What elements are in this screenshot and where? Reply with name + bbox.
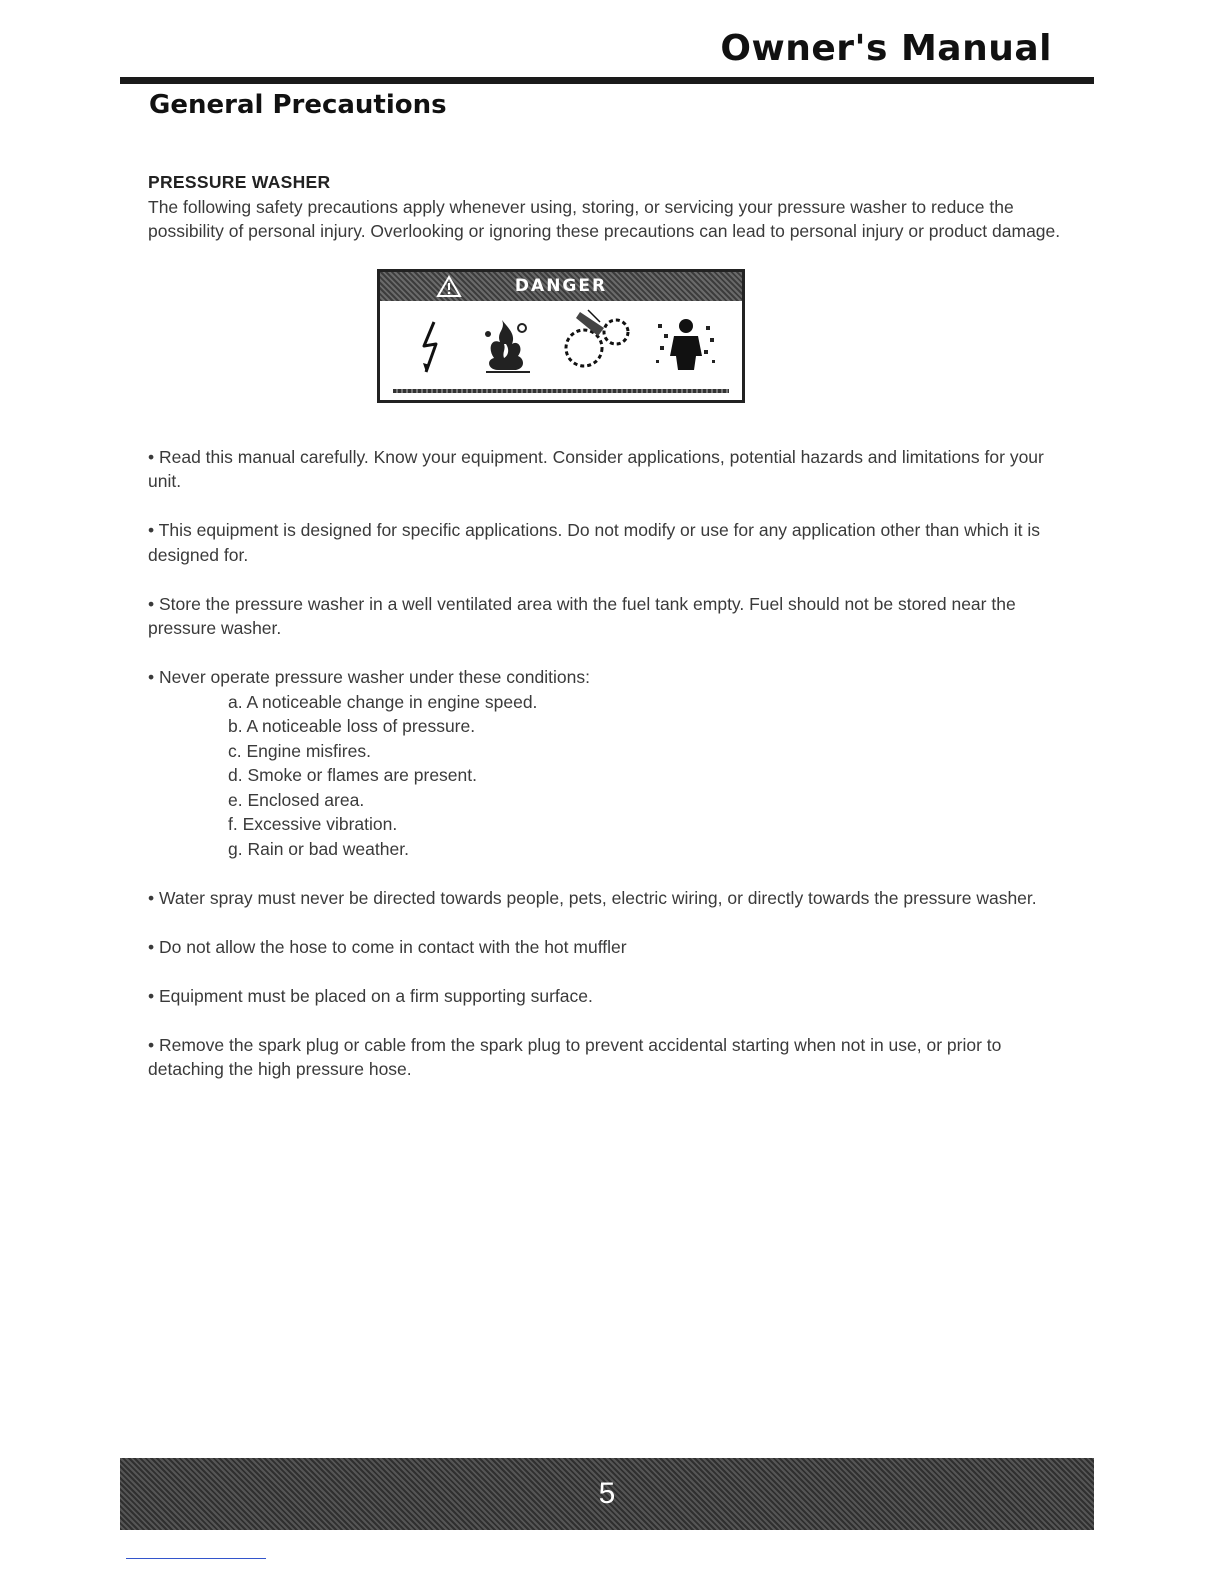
footer-bar <box>120 1458 1094 1530</box>
danger-label-graphic <box>377 269 745 403</box>
intro-paragraph: The following safety precautions apply whenever using, storing, or servicing your pressure washer to reduce the possibility of personal injury. Overlooking or ignoring these precautions can lead to personal injury or product damage. <box>148 196 1061 241</box>
condition-item: f. Excessive vibration. <box>228 814 398 834</box>
conditions-list <box>148 690 1078 862</box>
subheading: PRESSURE WASHER <box>148 172 331 192</box>
toxic-fumes-icon <box>654 316 718 372</box>
warning-triangle-icon <box>436 275 462 298</box>
list-item-text: • Never operate pressure washer under these conditions: <box>148 667 590 687</box>
condition-item: c. Engine misfires. <box>228 740 371 761</box>
precautions-list <box>148 445 1078 1082</box>
list-item: • This equipment is designed for specific applications. Do not modify or use for any application other than which it is designed for. <box>148 520 1040 565</box>
bottom-rule <box>126 1558 266 1559</box>
list-item: • Remove the spark plug or cable from the spark plug to prevent accidental starting when not in use, or prior to detaching the high pressure hose. <box>148 1034 1002 1079</box>
list-item <box>148 665 1078 861</box>
list-item: • Do not allow the hose to come in contact with the hot muffler <box>148 936 627 957</box>
document-title: Owner's Manual <box>720 28 1052 69</box>
list-item: • Read this manual carefully. Know your equipment. Consider applications, potential hazards and limitations for your unit. <box>148 446 1044 491</box>
list-item: • Water spray must never be directed towards people, pets, electric wiring, or directly towards the pressure washer. <box>148 887 1037 908</box>
electric-shock-icon <box>418 320 444 374</box>
section-title: General Precautions <box>149 90 447 120</box>
page-content <box>148 170 1078 1106</box>
hazard-icons <box>380 308 742 382</box>
danger-banner <box>380 272 742 301</box>
page-number: 5 <box>598 1477 616 1510</box>
condition-item: d. Smoke or flames are present. <box>228 765 477 785</box>
list-item: • Equipment must be placed on a firm supporting surface. <box>148 985 593 1006</box>
condition-item: g. Rain or bad weather. <box>228 838 409 859</box>
moving-parts-icon <box>560 308 640 374</box>
condition-item: b. A noticeable loss of pressure. <box>228 716 476 736</box>
condition-item: a. A noticeable change in engine speed. <box>228 691 538 712</box>
danger-underline <box>393 389 729 393</box>
header-rule <box>120 77 1094 84</box>
condition-item: e. Enclosed area. <box>228 789 365 810</box>
fire-explosion-icon <box>476 314 536 376</box>
danger-label: DANGER <box>514 275 608 296</box>
list-item: • Store the pressure washer in a well ventilated area with the fuel tank empty. Fuel should not be stored near the pressure washer. <box>148 593 1016 638</box>
danger-box <box>377 269 745 403</box>
